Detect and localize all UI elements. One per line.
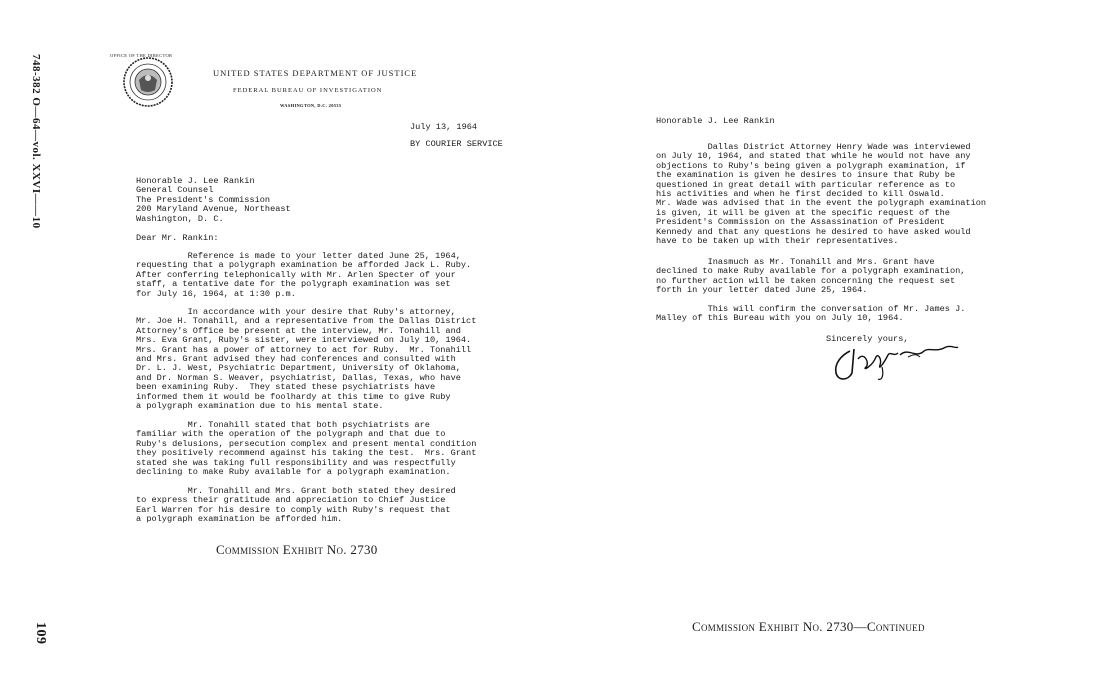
city-line: WASHINGTON, D.C. 20535 <box>280 103 342 108</box>
text-line: declined to make Ruby available for a polygraph examination, <box>656 266 966 277</box>
text-line: and Mrs. Grant advised they had conferences and consulted with <box>136 354 456 365</box>
text-line: a polygraph examination be afforded him. <box>136 514 343 525</box>
text-line: Mrs. Grant has a power of attorney to act for Ruby. Mr. Tonahill <box>136 344 472 355</box>
text-line: In accordance with your desire that Ruby's attorney, <box>136 307 456 317</box>
text-line: questioned in great detail with particular reference as to <box>656 179 956 190</box>
text-line: been examining Ruby. They stated these psychiatrists have <box>136 382 436 393</box>
letter-date: July 13, 1964 <box>410 122 478 132</box>
exhibit-caption-continued: Commission Exhibit No. 2730—Continued <box>692 619 925 634</box>
text-line: Mr. Wade was advised that in the event the polygraph examination <box>656 198 987 209</box>
text-line: familiar with the operation of the polygraph and that due to <box>136 429 446 440</box>
text-line: to express their gratitude and appreciation to Chief Justice <box>136 495 446 506</box>
text-line: Kennedy and that any questions he desired to have asked would <box>656 226 971 237</box>
text-line: informed them it would be foolhardy at this time to give Ruby <box>136 391 451 402</box>
text-line: Dallas District Attorney Henry Wade was interviewed <box>656 142 971 152</box>
signature-icon <box>812 334 962 385</box>
body-paragraph <box>656 305 965 324</box>
bureau-name: FEDERAL BUREAU OF INVESTIGATION <box>233 87 383 94</box>
addressee-line: Honorable J. Lee Rankin <box>656 116 775 126</box>
text-line: Reference is made to your letter dated June 25, 1964, <box>136 251 461 261</box>
text-line: for July 16, 1964, at 1:30 p.m. <box>136 288 296 299</box>
text-line: objections to Ruby's being given a polygraph examination, if <box>656 160 966 171</box>
text-line: Inasmuch as Mr. Tonahill and Mrs. Grant have <box>656 257 935 267</box>
body-paragraph <box>136 421 476 477</box>
text-line: on July 10, 1964, and stated that while he would not have any <box>656 151 971 162</box>
body-paragraph <box>136 252 471 299</box>
body-paragraph <box>656 258 965 296</box>
text-line: a polygraph examination due to his mental state. <box>136 401 384 412</box>
text-line: Attorney's Office be present at the interview, Mr. Tonahill and <box>136 325 461 336</box>
text-line: no further action will be taken concerning the request set <box>656 275 956 286</box>
text-line: and Dr. Norman S. Weaver, psychiatrist, Dallas, Texas, who have <box>136 372 461 383</box>
page-number: 109 <box>33 622 48 645</box>
address-line: The President's Commission <box>136 194 271 205</box>
department-name: UNITED STATES DEPARTMENT OF JUSTICE <box>213 68 418 78</box>
text-line: Mrs. Eva Grant, Ruby's sister, were interviewed on July 10, 1964. <box>136 335 472 346</box>
exhibit-caption: Commission Exhibit No. 2730 <box>216 542 378 557</box>
delivery-method: BY COURIER SERVICE <box>410 139 503 149</box>
text-line: President's Commission on the Assassination of President <box>656 217 945 228</box>
address-line: Honorable J. Lee Rankin <box>136 176 255 186</box>
text-line: requesting that a polygraph examination be afforded Jack L. Ruby. <box>136 260 472 271</box>
closing: Sincerely yours, <box>826 334 909 344</box>
office-label: OFFICE OF THE DIRECTOR <box>110 53 173 58</box>
address-line: 200 Maryland Avenue, Northeast <box>136 204 291 215</box>
body-paragraph <box>136 308 476 411</box>
body-paragraph <box>136 487 456 525</box>
address-line: General Counsel <box>136 185 214 196</box>
address-line: Washington, D. C. <box>136 213 224 224</box>
salutation: Dear Mr. Rankin: <box>136 233 219 243</box>
text-line: they positively recommend against his taking the test. Mrs. Grant <box>136 448 477 459</box>
text-line: Mr. Tonahill stated that both psychiatrists are <box>136 420 430 430</box>
text-line: This will confirm the conversation of Mr. James J. <box>656 304 966 314</box>
text-line: Dr. L. J. West, Psychiatric Department, University of Oklahoma, <box>136 363 461 374</box>
text-line: staff, a tentative date for the polygraph examination was set <box>136 279 451 290</box>
text-line: the examination is given he desires to insure that Ruby be <box>656 170 956 181</box>
body-paragraph <box>656 143 986 246</box>
text-line: have to be taken up with their representatives. <box>656 236 899 247</box>
text-line: forth in your letter dated June 25, 1964. <box>656 285 868 296</box>
text-line: Mr. Tonahill and Mrs. Grant both stated they desired <box>136 486 456 496</box>
address-block <box>136 177 291 224</box>
text-line: Mr. Joe H. Tonahill, and a representative from the Dallas District <box>136 316 477 327</box>
text-line: declining to make Ruby available for a polygraph examination. <box>136 467 451 478</box>
doj-seal-icon <box>122 56 174 108</box>
text-line: stated she was taking full responsibility and was respectfully <box>136 457 456 468</box>
text-line: his activities and when he first decided to kill Oswald. <box>656 189 945 200</box>
text-line: Earl Warren for his desire to comply with Ruby's request that <box>136 504 451 515</box>
text-line: Malley of this Bureau with you on July 10, 1964. <box>656 313 904 324</box>
text-line: After conferring telephonically with Mr. Arlen Specter of your <box>136 269 456 280</box>
text-line: Ruby's delusions, persecution complex and present mental condition <box>136 438 477 449</box>
volume-reference: 748-382 O—64—vol. XXVI——10 <box>30 54 42 229</box>
text-line: is given, it will be given at the specific request of the <box>656 207 950 218</box>
